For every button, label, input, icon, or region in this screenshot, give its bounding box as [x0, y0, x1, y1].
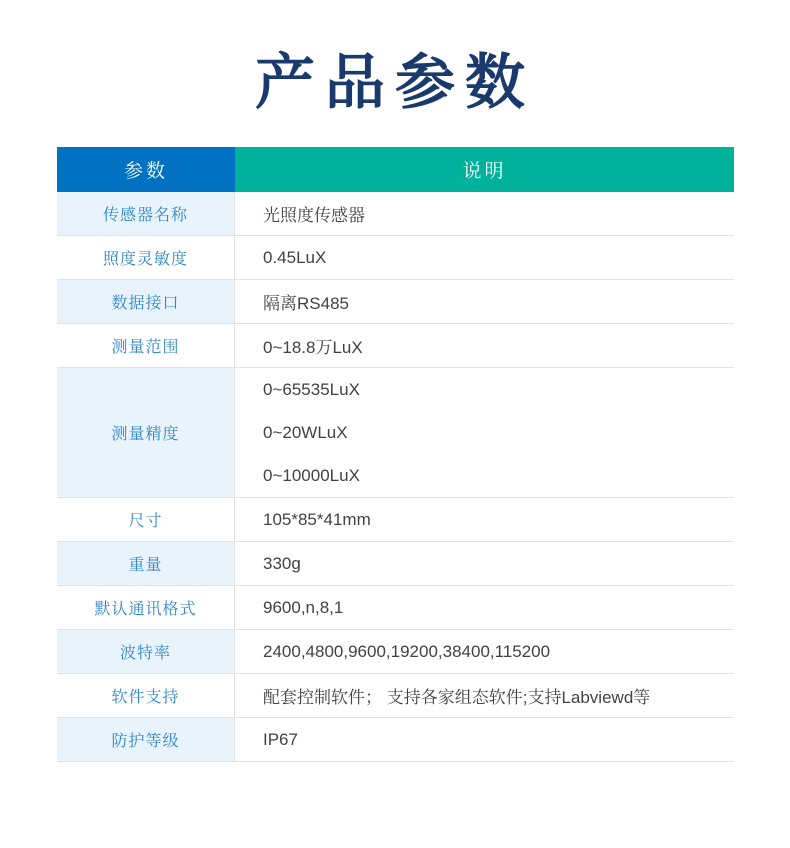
description-value-line: 330g [263, 553, 301, 573]
column-header-parameter: 参数 [57, 147, 235, 192]
table-row [57, 542, 734, 586]
description-value-cell [235, 368, 734, 497]
product-parameters-table [57, 147, 734, 762]
description-value-line: 0~18.8万LuX [263, 338, 363, 357]
parameter-label-cell: 测量精度 [57, 368, 235, 497]
description-value-line: 9600,n,8,1 [263, 597, 344, 617]
description-value-cell [235, 586, 734, 629]
parameter-label-cell: 尺寸 [57, 498, 235, 541]
table-row [57, 192, 734, 236]
table-row [57, 280, 734, 324]
table-body [57, 192, 734, 762]
description-value-cell [235, 630, 734, 673]
table-row [57, 324, 734, 368]
table-row [57, 674, 734, 718]
parameter-label-cell: 软件支持 [57, 674, 235, 717]
parameter-label-cell: 照度灵敏度 [57, 236, 235, 279]
parameter-label-cell: 测量范围 [57, 324, 235, 367]
table-row [57, 498, 734, 542]
description-value-cell [235, 236, 734, 279]
description-value-line: 105*85*41mm [263, 509, 371, 529]
description-value-line: 0~10000LuX [263, 465, 360, 485]
parameter-label-cell: 波特率 [57, 630, 235, 673]
description-value-line: 0~20WLuX [263, 422, 348, 442]
parameter-label-cell: 默认通讯格式 [57, 586, 235, 629]
table-header-row [57, 147, 734, 192]
description-value-line: 光照度传感器 [263, 206, 365, 225]
description-value-line: 隔离RS485 [263, 294, 349, 313]
description-value-cell [235, 280, 734, 323]
description-value-line: IP67 [263, 729, 298, 749]
description-value-line: 0~65535LuX [263, 379, 360, 399]
table-row [57, 586, 734, 630]
page-title: 产品参数 [255, 49, 535, 116]
description-value-cell [235, 718, 734, 761]
parameter-label-cell: 防护等级 [57, 718, 235, 761]
table-row [57, 630, 734, 674]
parameter-label-cell: 重量 [57, 542, 235, 585]
description-value-line: 0.45LuX [263, 247, 327, 267]
table-row [57, 368, 734, 498]
parameter-label-cell: 数据接口 [57, 280, 235, 323]
table-row [57, 718, 734, 762]
table-row [57, 236, 734, 280]
parameter-label-cell: 传感器名称 [57, 192, 235, 235]
description-value-line: 2400,4800,9600,19200,38400,115200 [263, 641, 551, 661]
description-value-line: 配套控制软件； 支持各家组态软件;支持Labviewd等 [263, 688, 651, 707]
description-value-cell [235, 542, 734, 585]
column-header-description: 说明 [235, 147, 734, 192]
description-value-cell [235, 192, 734, 235]
description-value-cell [235, 324, 734, 367]
description-value-cell [235, 674, 734, 717]
description-value-cell [235, 498, 734, 541]
